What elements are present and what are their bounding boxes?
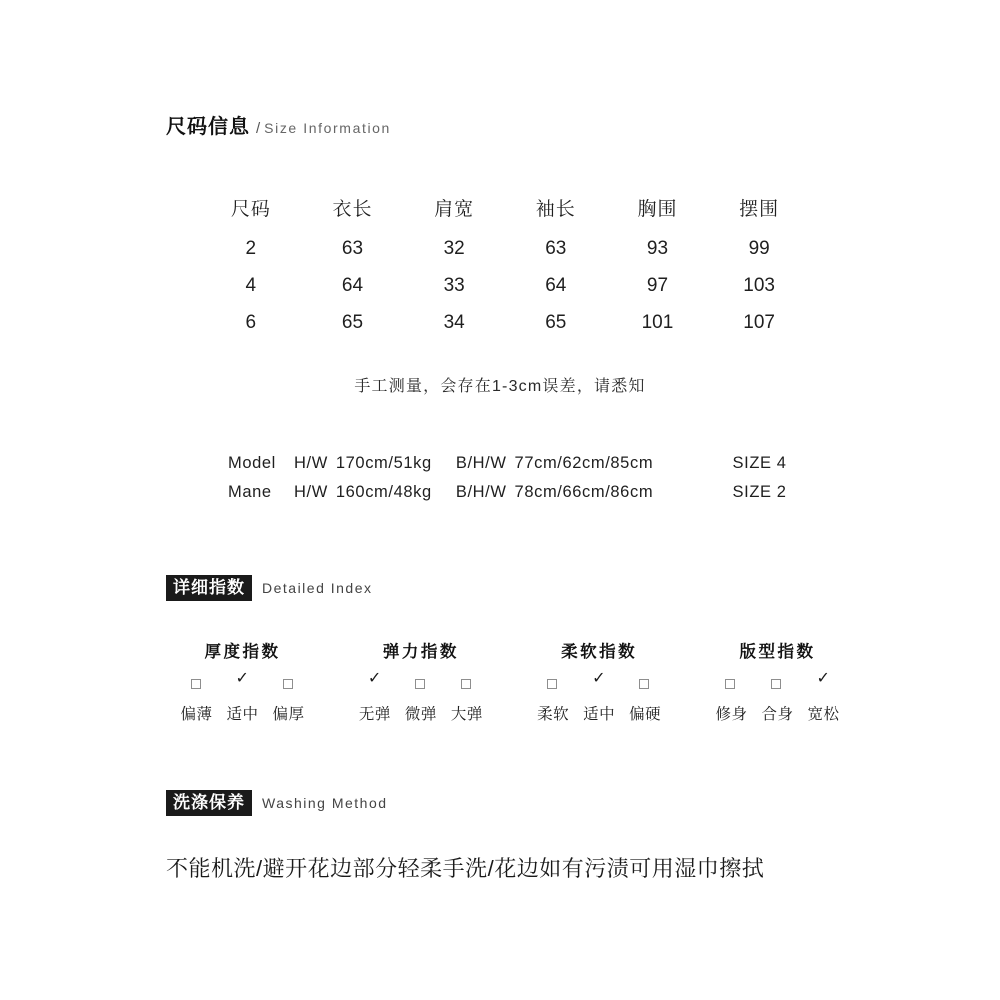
model-size: SIZE 4 bbox=[732, 454, 787, 472]
checkbox[interactable] bbox=[415, 679, 427, 691]
index-option: 偏厚 bbox=[272, 706, 305, 723]
index-checkbox-row bbox=[695, 668, 860, 692]
detailed-index-groups bbox=[160, 638, 860, 724]
index-group-title: 版型指数 bbox=[739, 643, 816, 661]
cell-hem: 99 bbox=[748, 238, 770, 259]
cell-length: 63 bbox=[341, 238, 364, 259]
index-option-labels bbox=[695, 702, 860, 724]
cell-shoulder: 33 bbox=[443, 275, 465, 296]
check-icon: ✓ bbox=[235, 668, 249, 687]
title-separator: / bbox=[256, 120, 261, 137]
cell-length: 64 bbox=[341, 275, 364, 296]
checkbox[interactable] bbox=[461, 679, 473, 691]
checkbox-checked[interactable] bbox=[816, 668, 830, 691]
column-header-shoulder: 肩宽 bbox=[434, 199, 475, 220]
cell-bust: 93 bbox=[646, 238, 669, 259]
index-option: 适中 bbox=[583, 706, 616, 723]
model-bhw-value: 77cm/62cm/85cm bbox=[514, 454, 654, 472]
cell-sleeve: 64 bbox=[545, 275, 567, 296]
checkbox[interactable] bbox=[283, 679, 295, 691]
model-bhw-label: B/H/W bbox=[455, 483, 507, 501]
index-option: 微弹 bbox=[404, 706, 437, 723]
model-hw-value: 160cm/48kg bbox=[335, 483, 432, 501]
model-row bbox=[228, 454, 787, 473]
index-option-labels bbox=[517, 702, 682, 724]
index-group-title: 柔软指数 bbox=[561, 643, 638, 661]
index-group-thickness bbox=[160, 638, 325, 724]
cell-sleeve: 65 bbox=[545, 312, 567, 333]
size-table bbox=[200, 193, 810, 348]
index-option: 柔软 bbox=[537, 706, 570, 723]
cell-sleeve: 63 bbox=[545, 238, 567, 259]
checkbox-checked[interactable] bbox=[235, 668, 249, 691]
index-group-title: 弹力指数 bbox=[382, 643, 459, 661]
cell-hem: 107 bbox=[743, 312, 775, 333]
detailed-index-label-en: Detailed Index bbox=[262, 580, 373, 596]
index-option: 合身 bbox=[761, 706, 794, 723]
cell-size: 6 bbox=[245, 312, 257, 333]
index-group-title: 厚度指数 bbox=[204, 643, 281, 661]
detailed-index-heading bbox=[166, 575, 373, 601]
table-row bbox=[200, 311, 810, 348]
cell-size: 4 bbox=[245, 275, 257, 296]
size-information-title-en: Size Information bbox=[264, 120, 391, 136]
model-hw-value: 170cm/51kg bbox=[335, 454, 432, 472]
model-hw-label: H/W bbox=[294, 454, 328, 472]
index-option: 宽松 bbox=[807, 706, 840, 723]
washing-label-cn: 洗涤保养 bbox=[166, 790, 252, 816]
index-option-labels bbox=[160, 702, 325, 724]
index-option-labels bbox=[338, 702, 503, 724]
model-bhw-value: 78cm/66cm/86cm bbox=[514, 483, 654, 501]
size-information-title-cn: 尺码信息 bbox=[166, 116, 250, 138]
column-header-sleeve: 袖长 bbox=[535, 199, 576, 220]
index-option: 偏硬 bbox=[629, 706, 662, 723]
cell-bust: 101 bbox=[641, 312, 674, 333]
model-name: Mane bbox=[228, 483, 272, 501]
model-row bbox=[228, 483, 787, 502]
check-icon: ✓ bbox=[816, 668, 830, 687]
model-size: SIZE 2 bbox=[732, 483, 787, 501]
checkbox[interactable] bbox=[725, 679, 737, 691]
model-bhw-label: B/H/W bbox=[455, 454, 507, 472]
cell-shoulder: 32 bbox=[443, 238, 465, 259]
checkbox[interactable] bbox=[771, 679, 783, 691]
model-info-block bbox=[228, 454, 787, 512]
washing-method-heading bbox=[166, 790, 388, 816]
index-group-fit bbox=[695, 638, 860, 724]
checkbox[interactable] bbox=[191, 679, 203, 691]
column-header-hem: 摆围 bbox=[739, 199, 780, 220]
cell-length: 65 bbox=[341, 312, 364, 333]
cell-hem: 103 bbox=[743, 275, 775, 296]
measurement-note: 手工测量，会存在1-3cm误差，请悉知 bbox=[354, 378, 646, 395]
model-name: Model bbox=[228, 454, 276, 472]
index-option: 偏薄 bbox=[180, 706, 213, 723]
index-checkbox-row bbox=[160, 668, 325, 692]
check-icon: ✓ bbox=[592, 668, 606, 687]
table-row bbox=[200, 274, 810, 311]
index-checkbox-row bbox=[338, 668, 503, 692]
index-group-softness bbox=[517, 638, 682, 724]
column-header-length: 衣长 bbox=[332, 199, 373, 220]
checkbox[interactable] bbox=[639, 679, 651, 691]
table-header-row bbox=[200, 193, 810, 237]
model-hw-label: H/W bbox=[294, 483, 328, 501]
cell-shoulder: 34 bbox=[443, 312, 465, 333]
checkbox[interactable] bbox=[547, 679, 559, 691]
index-group-elasticity bbox=[338, 638, 503, 724]
checkbox-checked[interactable] bbox=[367, 668, 382, 691]
index-option: 修身 bbox=[715, 706, 748, 723]
washing-instructions: 不能机洗/避开花边部分轻柔手洗/花边如有污渍可用湿巾擦拭 bbox=[166, 856, 765, 881]
column-header-bust: 胸围 bbox=[637, 199, 678, 220]
index-option: 大弹 bbox=[450, 706, 483, 723]
index-option: 无弹 bbox=[358, 706, 391, 723]
table-row bbox=[200, 237, 810, 274]
cell-size: 2 bbox=[245, 238, 257, 259]
washing-label-en: Washing Method bbox=[262, 795, 388, 811]
check-icon: ✓ bbox=[367, 668, 382, 687]
detailed-index-label-cn: 详细指数 bbox=[166, 575, 252, 601]
index-option: 适中 bbox=[226, 706, 259, 723]
checkbox-checked[interactable] bbox=[592, 668, 606, 691]
index-checkbox-row bbox=[517, 668, 682, 692]
column-header-size: 尺码 bbox=[230, 199, 271, 220]
size-information-heading bbox=[166, 110, 391, 139]
cell-bust: 97 bbox=[646, 275, 669, 296]
